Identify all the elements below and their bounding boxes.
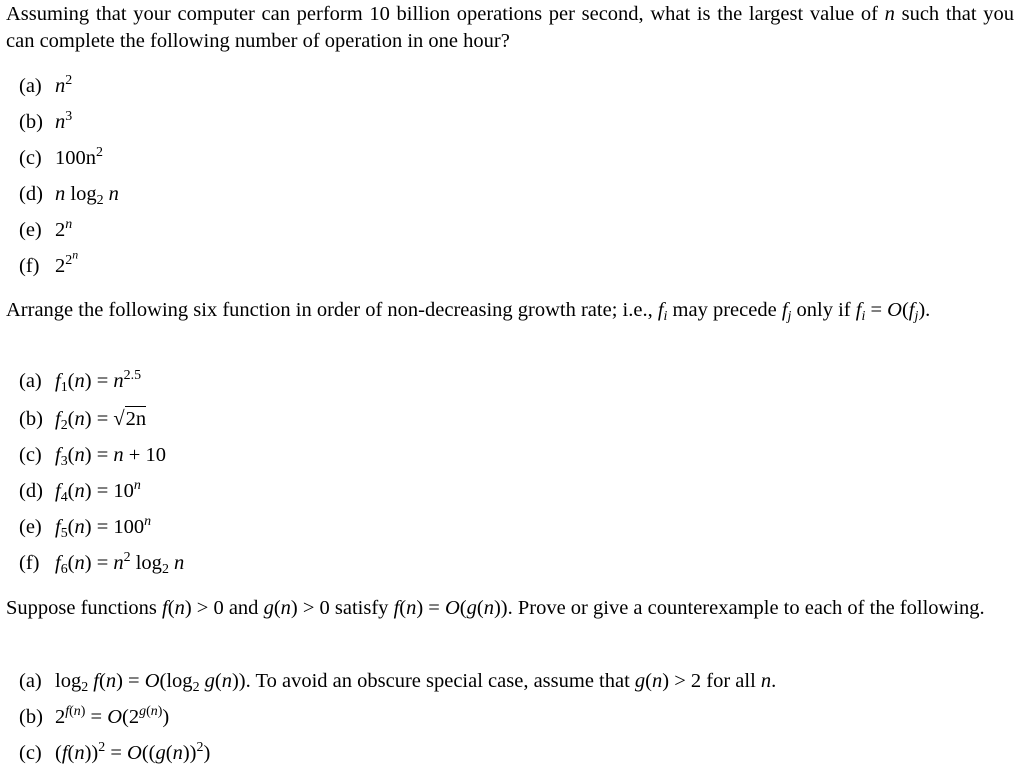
problem2-item-d [19,477,141,505]
problem1-item-c [19,144,103,172]
problem3-item-a [19,667,776,695]
problem1-item-f [19,247,79,280]
item-label: (b) [19,408,43,430]
problem2-item-a [19,367,141,395]
item-label: (c) [19,444,42,466]
item-expr: $f_6(n) = n^2$ $\log_2 n$ [55,549,185,577]
problem3-item-c [19,739,210,767]
problem2-intro-text: Arrange the following six function in order of non-decreasing growth rate; i.e., $f_i$ may precede $f_j$ only if $f_i = O(f_j)$. [6,299,931,324]
item-expr: $f_5(n) = 100^n$ [55,513,152,541]
item-label: (c) [19,742,42,764]
problem3-intro [6,595,1014,622]
item-label: (a) [19,670,42,692]
item-label: (a) [19,75,42,97]
item-expr: $f_1(n) = n^{2.5}$ [55,367,142,395]
problem3-intro-text: Suppose functions f(n) > 0 and g(n) > 0 satisfy f(n) = O(g(n)). Prove or give a counterexample to each of the following. [6,597,985,619]
problem1-intro [6,1,1014,55]
problem2-item-c [19,441,166,469]
item-expr: $f_2(n) = √2n$ [55,408,147,433]
item-label: (f) [19,552,40,574]
item-label: (b) [19,706,43,728]
problem1-item-a [19,72,72,100]
item-label: (f) [19,255,40,277]
problem2-item-e [19,513,151,541]
item-expr: n $\log_2 n$ [55,183,119,208]
problem1-item-b [19,108,72,136]
problem1-item-d [19,180,119,208]
problem3-item-b [19,703,169,731]
item-label: (a) [19,370,42,392]
item-expr: $100n^2$ [55,144,103,169]
item-label: (b) [19,111,43,133]
problem2-item-b [19,405,146,433]
item-label: (d) [19,480,43,502]
item-label: (e) [19,516,42,538]
problem1-item-e [19,216,72,244]
item-expr: $2^{2n}$ [55,247,79,277]
item-expr: $f_4(n) = 10^n$ [55,477,141,505]
item-expr: $2^{f(n)} = O(2^{g(n)})$ [55,703,170,728]
item-label: (d) [19,183,43,205]
item-expr: $n^2$ [55,72,73,97]
item-label: (e) [19,219,42,241]
problem1-intro-text: Assuming that your computer can perform 10 billion operations per second, what is the largest value of n such that you can complete the following number of operation in one hour? [6,3,1014,52]
problem2-item-f [19,549,184,577]
item-expr: $\log_2 f(n) = O(\log_2$ g(n)). To avoid an obscure special case, assume that g(n) > 2 for all n. [55,670,777,695]
item-expr: 2$^n$ [55,216,73,241]
item-expr: $(f(n))^2 = O((g(n))^2)$ [55,739,211,764]
item-label: (c) [19,147,42,169]
item-expr: $n^3$ [55,108,73,133]
item-expr: $f_3(n) = n + 10$ [55,444,166,469]
problem2-intro [6,297,1014,324]
